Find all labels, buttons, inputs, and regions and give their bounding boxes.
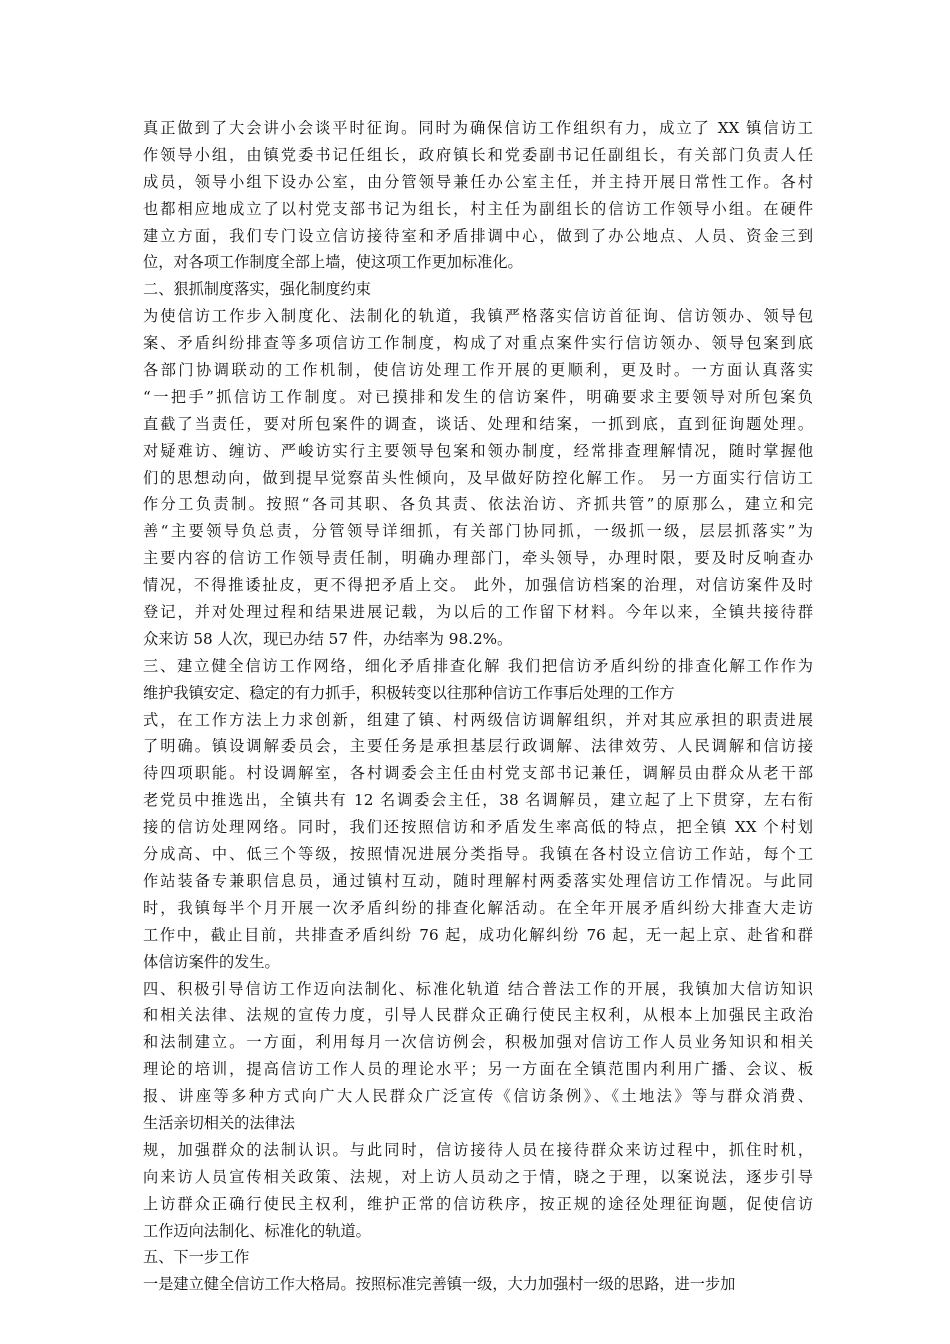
text-line: 理论的培训，提高信访工作人员的理论水平；另一方面在全镇范围内利用广播、会议、板 [143, 1060, 813, 1079]
text-line: 众来访 58 人次，现已办结 57 件，办结率为 98.2%。 [143, 629, 513, 648]
section-heading [143, 276, 813, 303]
text-line: 和法制建立。一方面，利用每月一次信访例会，积极加强对信访工作人员业务知识和相关 [143, 1033, 813, 1052]
text-line: 待四项职能。村设调解室，各村调委会主任由村党支部书记兼任，调解员由群众从老干部 [143, 764, 813, 783]
text-line: 们的思想动向，做到提早觉察苗头性倾向，及早做好防控化解工作。 另一方面实行信访工 [143, 468, 813, 487]
paragraph [143, 115, 813, 276]
text-line: 也都相应地成立了以村党支部书记为组长，村主任为副组长的信访工作领导小组。在硬件 [143, 199, 813, 218]
text-line: 真正做到了大会讲小会谈平时征询。同时为确保信访工作组织有力，成立了 XX 镇信访工 [143, 119, 813, 137]
text-line: 了明确。镇设调解委员会，主要任务是承担基层行政调解、法律效劳、人民调解和信访接 [143, 737, 813, 756]
text-line: 和相关法律、法规的宣传力度，引导人民群众正确行使民主权利，从根本上加强民主政治 [143, 1006, 813, 1025]
text-line: 规，加强群众的法制认识。与此同时，信访接待人员在接待群众来访过程中，抓住时机， [143, 1140, 813, 1159]
text-line: 对疑难访、缠访、严峻访实行主要领导包案和领办制度，经常排查理解情况，随时掌握他 [143, 441, 813, 460]
paragraph [143, 653, 813, 707]
text-line: 工作迈向法制化、标准化的轨道。 [143, 1221, 371, 1240]
text-line: 善“主要领导负总责，分管领导详细抓，有关部门协同抓，一级抓一级，层层抓落实”为 [143, 522, 813, 541]
text-line: 直截了当责任，要对所包案件的调查，谈话、处理和结案，一抓到底，直到征询题处理。 [143, 414, 813, 433]
text-line: 接的信访处理网络。同时，我们还按照信访和矛盾发生率高低的特点，把全镇 XX 个村划 [143, 818, 813, 837]
text-line: 老党员中推选出，全镇共有 12 名调委会主任，38 名调解员，建立起了上下贯穿，左右衔 [143, 791, 813, 810]
text-line: 作领导小组，由镇党委书记任组长，政府镇长和党委副书记任副组长，有关部门负责人任 [143, 145, 813, 164]
text-line: “一把手”抓信访工作制度。对已摸排和发生的信访案件，明确要求主要领导对所包案负 [143, 387, 813, 406]
text-line: 工作中，截止目前，共排查矛盾纠纷 76 起，成功化解纠纷 76 起，无一起上京、赴省和群 [143, 925, 813, 944]
paragraph [143, 1271, 813, 1298]
paragraph [143, 976, 813, 1137]
text-line: 建立方面，我们专门设立信访接待室和矛盾排调中心，做到了办公地点、人员、资金三到 [143, 226, 813, 245]
document-body [143, 115, 813, 1298]
text-line: 案、矛盾纠纷排查等多项信访工作制度，构成了对重点案件实行信访领办、领导包案到底 [143, 334, 813, 353]
paragraph [143, 707, 813, 976]
text-line: 登记，并对处理过程和结果进展记载，为以后的工作留下材料。今年以来，全镇共接待群 [143, 603, 813, 622]
text-line: 四、积极引导信访工作迈向法制化、标准化轨道 结合普法工作的开展，我镇加大信访知识 [143, 979, 813, 998]
text-line: 体信访案件的发生。 [143, 952, 280, 971]
text-line: 二、狠抓制度落实，强化制度约束 [143, 280, 371, 299]
text-line: 主要内容的信访工作领导责任制，明确办理部门，牵头领导，办理时限，要及时反响查办 [143, 549, 813, 568]
paragraph [143, 303, 813, 653]
text-line: 各部门协调联动的工作机制，使信访处理工作开展的更顺利，更及时。一方面认真落实 [143, 361, 813, 380]
text-line: 作站装备专兼职信息员，通过镇村互动，随时理解村两委落实处理信访工作情况。与此同 [143, 871, 813, 890]
text-line: 三、建立健全信访工作网络，细化矛盾排查化解 我们把信访矛盾纠纷的排查化解工作作为 [143, 656, 813, 675]
text-line: 生活亲切相关的法律法 [143, 1113, 295, 1132]
text-line: 五、下一步工作 [143, 1248, 250, 1267]
section-heading [143, 1244, 813, 1271]
text-line: 位，对各项工作制度全部上墙，使这项工作更加标准化。 [143, 253, 523, 272]
paragraph [143, 1137, 813, 1245]
text-line: 式，在工作方法上力求创新，组建了镇、村两级信访调解组织，并对其应承担的职责进展 [143, 710, 813, 729]
text-line: 一是建立健全信访工作大格局。按照标准完善镇一级，大力加强村一级的思路，进一步加 [143, 1275, 736, 1294]
text-line: 时，我镇每半个月开展一次矛盾纠纷的排查化解活动。在全年开展矛盾纠纷大排查大走访 [143, 898, 813, 917]
text-line: 成员，领导小组下设办公室，由分管领导兼任办公室主任，并主持开展日常性工作。各村 [143, 172, 813, 191]
text-line: 分成高、中、低三个等级，按照情况进展分类指导。我镇在各村设立信访工作站，每个工 [143, 845, 813, 864]
text-line: 作分工负责制。按照“各司其职、各负其责、依法治访、齐抓共管”的原那么，建立和完 [143, 495, 813, 514]
text-line: 上访群众正确行使民主权利，维护正常的信访秩序，按正规的途径处理征询题，促使信访 [143, 1194, 813, 1213]
text-line: 为使信访工作步入制度化、法制化的轨道，我镇严格落实信访首征询、信访领办、领导包 [143, 307, 813, 326]
text-line: 报、讲座等多种方式向广大人民群众广泛宣传《信访条例》、《土地法》等与群众消费、 [143, 1087, 813, 1106]
text-line: 情况，不得推诿扯皮，更不得把矛盾上交。 此外，加强信访档案的治理，对信访案件及时 [143, 576, 813, 595]
text-line: 维护我镇安定、稳定的有力抓手，积极转变以往那种信访工作事后处理的工作方 [143, 683, 675, 702]
text-line: 向来访人员宣传相关政策、法规，对上访人员动之于情，晓之于理，以案说法，逐步引导 [143, 1167, 813, 1186]
